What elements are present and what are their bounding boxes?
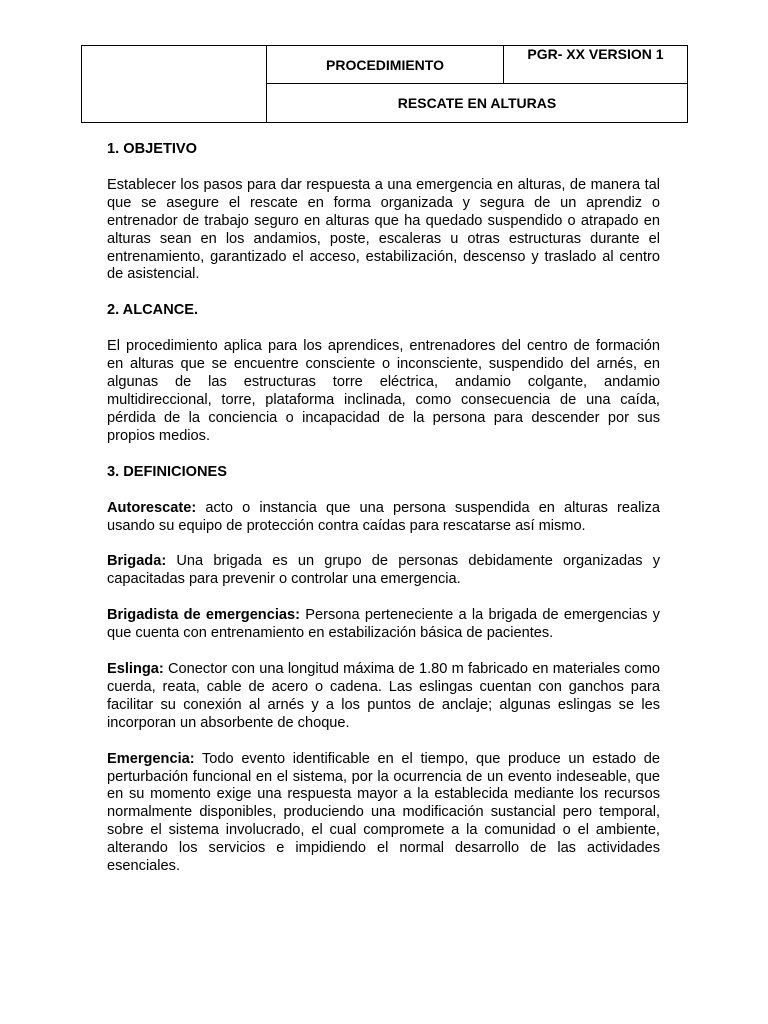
version-label: PGR- XX VERSION 1 [504, 46, 688, 84]
definition-term: Eslinga: [107, 661, 164, 678]
section-heading-scope: 2. ALCANCE. [107, 302, 199, 319]
document-body [107, 141, 660, 876]
definition-term: Autorescate: [107, 499, 197, 516]
objective-paragraph: Establecer los pasos para dar respuesta a una emergencia en alturas, de manera tal que se asegure el rescate en forma organizada y segura de un aprendiz o entrenador de trabajo seguro en alturas que ha quedado suspendido o atrapado en alturas sean en los andamios, poste, escaleras u otras estructuras durante el entrenamiento, garantizado el acceso, estabilización, descenso y traslado al centro de asistencial. [107, 176, 660, 283]
definition-item [107, 751, 660, 876]
definition-text: Conector con una longitud máxima de 1.80 m fabricado en materiales como cuerda, reata, cable de acero o cadena. Las eslingas cuentan con ganchos para facilitar su conexión al arnés y a los puntos de anclaje; algunas eslingas se les incorporan un absorbente de choque. [107, 661, 660, 731]
definition-item [107, 553, 660, 589]
section-heading-definitions: 3. DEFINICIONES [107, 463, 228, 480]
definition-term: Brigada: [107, 553, 167, 570]
definition-item [107, 500, 660, 536]
definition-text: acto o instancia que una persona suspendida en alturas realiza usando su equipo de protección contra caídas para rescatarse así mismo. [107, 499, 660, 534]
scope-paragraph: El procedimiento aplica para los aprendices, entrenadores del centro de formación en alturas que se encuentre consciente o inconsciente, suspendido del arnés, en algunas de las estructuras torre eléctrica, andamio colgante, andamio multidireccional, torre, plataforma inclinada, como consecuencia de una caída, pérdida de la conciencia o incapacidad de la persona para descender por sus propios medios. [107, 338, 660, 444]
definition-text: Persona perteneciente a la brigada de emergencias y que cuenta con entrenamiento en estabilización básica de pacientes. [107, 607, 660, 642]
definition-term: Emergencia: [107, 750, 195, 767]
definition-item [107, 661, 660, 733]
definition-text: Todo evento identificable en el tiempo, que produce un estado de perturbación funcional en el sistema, por la ocurrencia de un evento indeseable, que en su momento exige una respuesta mayor a la establecida mediante los recursos normalmente disponibles, produciendo una modificación sustancial pero temporal, sobre el sistema involucrado, el cual compromete a la comunidad o el ambiente, alterando los servicios e impidiendo el normal desarrollo de las actividades esenciales. [107, 750, 660, 875]
procedure-label: PROCEDIMIENTO [267, 46, 504, 84]
header-table [81, 45, 688, 123]
definition-text: Una brigada es un grupo de personas debidamente organizadas y capacitadas para prevenir o controlar una emergencia. [107, 553, 660, 588]
definition-item [107, 607, 660, 643]
logo-placeholder-cell [82, 46, 267, 123]
definition-term: Brigadista de emergencias: [107, 607, 300, 624]
section-heading-objective: 1. OBJETIVO [107, 141, 198, 157]
document-title: RESCATE EN ALTURAS [267, 84, 688, 123]
